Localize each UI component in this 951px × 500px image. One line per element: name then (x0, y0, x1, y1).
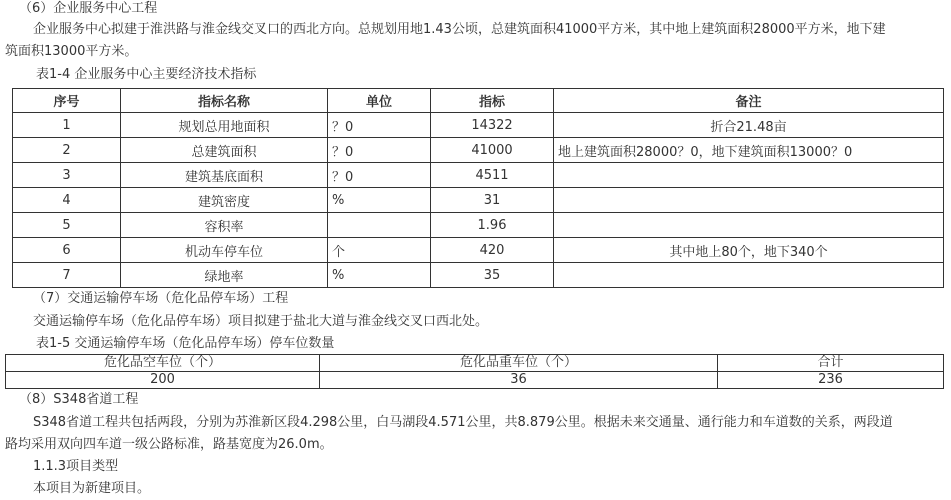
cell-value: 31 (431, 188, 554, 213)
table-header-row (6, 355, 944, 372)
section-8-paragraph-line-2: 路均采用双向四车道一级公路标准，路基宽度为26.0m。 (5, 437, 333, 452)
economic-indicators-table (12, 88, 944, 288)
cell-name: 绿地率 (121, 263, 328, 288)
cell-serial: 4 (13, 188, 121, 213)
cell-name: 总建筑面积 (121, 138, 328, 163)
table-row (13, 263, 944, 288)
cell-total: 236 (718, 372, 944, 389)
cell-value: 420 (431, 238, 554, 263)
section-6-paragraph-line-2: 筑面积13000平方米。 (5, 44, 138, 59)
table-1-4-caption: 表1-4 企业服务中心主要经济技术指标 (36, 67, 257, 82)
cell-empty-spaces: 200 (6, 372, 320, 389)
header-loaded-spaces: 危化品重车位（个） (320, 355, 718, 372)
cell-loaded-spaces: 36 (320, 372, 718, 389)
table-row (13, 138, 944, 163)
cell-name: 容积率 (121, 213, 328, 238)
cell-unit: ？0 (328, 138, 431, 163)
cell-value: 1.96 (431, 213, 554, 238)
cell-serial: 1 (13, 113, 121, 138)
table-row (13, 113, 944, 138)
cell-unit: ？0 (328, 163, 431, 188)
header-total: 合计 (718, 355, 944, 372)
cell-serial: 6 (13, 238, 121, 263)
section-6-paragraph-line-1: 企业服务中心拟建于淮洪路与淮金线交叉口的西北方向。总规划用地1.43公顷，总建筑面积41000平方米，其中地上建筑面积28000平方米，地下建 (33, 22, 886, 37)
cell-remark (554, 213, 944, 238)
header-serial-number: 序号 (13, 89, 121, 113)
cell-remark: 地上建筑面积28000？0，地下建筑面积13000？0 (554, 138, 944, 163)
cell-name: 机动车停车位 (121, 238, 328, 263)
cell-serial: 3 (13, 163, 121, 188)
cell-unit: 个 (328, 238, 431, 263)
section-8-paragraph-line-1: S348省道工程共包括两段，分别为苏淮新区段4.298公里，白马湖段4.571公里，共8.879公里。根据未来交通量、通行能力和车道数的关系，两段道 (33, 415, 893, 430)
cell-unit: ？0 (328, 113, 431, 138)
cell-value: 14322 (431, 113, 554, 138)
cell-remark (554, 163, 944, 188)
section-1-1-3-heading: 1.1.3项目类型 (33, 459, 119, 474)
table-row (6, 372, 944, 389)
cell-remark (554, 263, 944, 288)
section-7-paragraph: 交通运输停车场（危化品停车场）项目拟建于盐北大道与淮金线交叉口西北处。 (33, 314, 489, 329)
section-1-1-3-paragraph: 本项目为新建项目。 (33, 481, 151, 496)
cell-remark (554, 188, 944, 213)
cell-remark: 其中地上80个，地下340个 (554, 238, 944, 263)
cell-name: 建筑密度 (121, 188, 328, 213)
header-indicator: 指标 (431, 89, 554, 113)
table-row (13, 213, 944, 238)
header-indicator-name: 指标名称 (121, 89, 328, 113)
cell-serial: 5 (13, 213, 121, 238)
section-8-heading: （8）S348省道工程 (19, 392, 139, 407)
cell-value: 41000 (431, 138, 554, 163)
cell-serial: 7 (13, 263, 121, 288)
header-empty-spaces: 危化品空车位（个） (6, 355, 320, 372)
table-1-5-caption: 表1-5 交通运输停车场（危化品停车场）停车位数量 (36, 336, 335, 351)
cell-value: 35 (431, 263, 554, 288)
table-header-row (13, 89, 944, 113)
table-row (13, 188, 944, 213)
cell-unit: % (328, 188, 431, 213)
cell-name: 建筑基底面积 (121, 163, 328, 188)
header-unit: 单位 (328, 89, 431, 113)
cell-unit: % (328, 263, 431, 288)
cell-serial: 2 (13, 138, 121, 163)
cell-value: 4511 (431, 163, 554, 188)
section-7-heading: （7）交通运输停车场（危化品停车场）工程 (33, 291, 289, 306)
header-remarks: 备注 (554, 89, 944, 113)
cell-remark: 折合21.48亩 (554, 113, 944, 138)
table-row (13, 238, 944, 263)
section-6-heading: （6）企业服务中心工程 (19, 1, 158, 16)
parking-spaces-table (5, 354, 944, 389)
table-row (13, 163, 944, 188)
cell-name: 规划总用地面积 (121, 113, 328, 138)
cell-unit (328, 213, 431, 238)
